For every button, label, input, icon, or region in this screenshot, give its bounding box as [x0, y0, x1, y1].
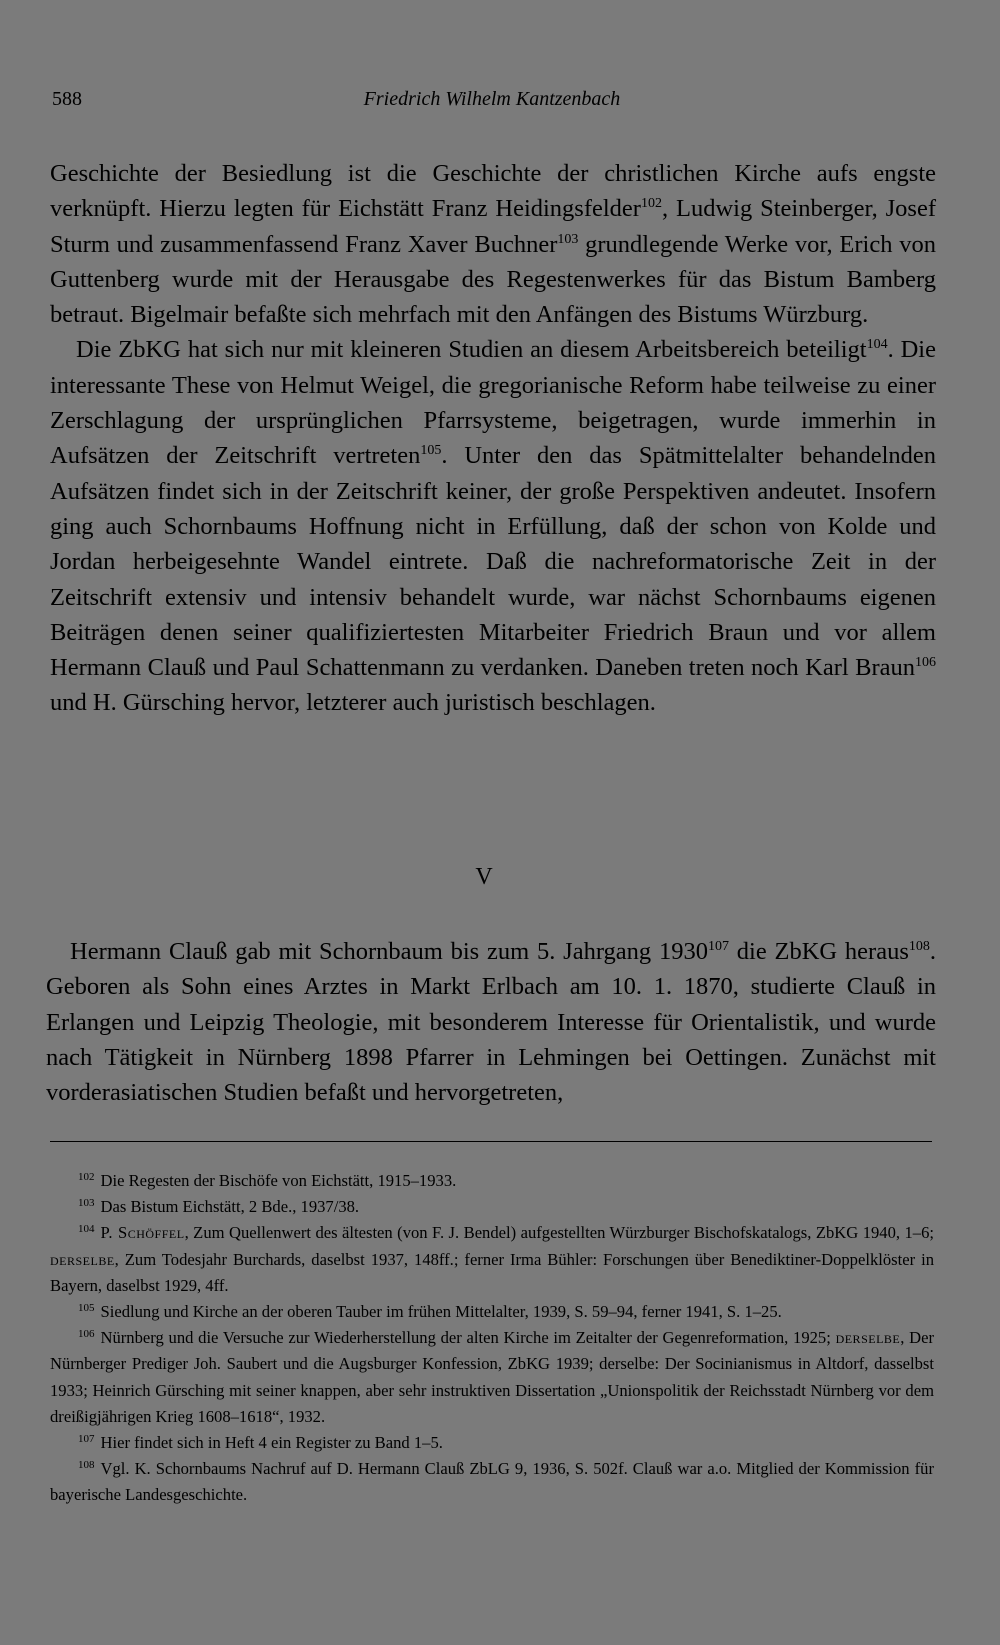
footnote-text: Die Regesten der Bischöfe von Eichstätt, 1915–1933.: [100, 1171, 457, 1190]
footnote-104: [50, 1220, 934, 1299]
text-run: grundlegende Werke vor, Erich von Guttenberg wurde mit der Herausgabe des Regestenwerkes für das Bistum Bamberg betraut. Bigelmair befaßte sich mehrfach mit den Anfängen des Bistums Würzburg.: [50, 230, 937, 329]
footnote-text: Siedlung und Kirche an der oberen Tauber im frühen Mittelalter, 1939, S. 59–94, ferner 1941, S. 1–25.: [100, 1302, 782, 1322]
text-run: Geschichte der Besiedlung ist die Geschichte der christlichen Kirche aufs engste verknüpft. Hierzu legten für Eichstätt Franz Heidingsfelder: [50, 160, 936, 223]
text-run: Die ZbKG hat sich nur mit kleineren Studien an diesem Arbeitsbereich beteiligt: [76, 336, 867, 364]
text-run: Hermann Clauß gab mit Schornbaum bis zum 5. Jahrgang 1930: [70, 938, 708, 965]
body-text: [50, 156, 936, 721]
footnote-106: [50, 1325, 934, 1430]
footnote-number: 108: [78, 1459, 95, 1472]
paragraph: [50, 332, 936, 720]
footnote-108: [50, 1456, 934, 1508]
footnote-text: , Zum Todesjahr Burchards, daselbst 1937, 148ff.; ferner Irma Bühler: Forschungen über Benediktiner-Doppelklöster in Bayern, daselbst 1929, 4ff.: [50, 1249, 934, 1295]
footnote-text: Das Bistum Eichstätt, 2 Bde., 1937/38.: [100, 1197, 360, 1217]
author-name: derselbe: [50, 1249, 115, 1269]
footnote-ref[interactable]: 105: [420, 443, 442, 459]
footnote-number: 102: [78, 1171, 95, 1183]
author-name: derselbe: [835, 1328, 901, 1348]
section-heading: V: [475, 864, 493, 890]
footnote-ref[interactable]: 102: [640, 196, 662, 212]
running-title: Friedrich Wilhelm Kantzenbach: [363, 88, 621, 110]
section-text: [46, 934, 936, 1110]
footnote-103: [50, 1194, 934, 1220]
footnote-102: [50, 1168, 934, 1194]
footnote-number: 104: [78, 1223, 95, 1236]
text-run: , Ludwig Steinberger, Josef Sturm und zusammenfassend Franz Xaver Buchner: [50, 195, 936, 258]
page-number: 588: [52, 88, 82, 110]
footnote-number: 105: [78, 1302, 95, 1315]
page-header: [52, 88, 932, 118]
footnote-ref[interactable]: 106: [915, 655, 936, 671]
footnote-ref[interactable]: 103: [557, 231, 579, 247]
author-name: P. Schöffel: [100, 1223, 185, 1243]
footnote-text: Hier findet sich in Heft 4 ein Register zu Band 1–5.: [100, 1433, 443, 1453]
footnote-ref[interactable]: 104: [866, 337, 888, 353]
paragraph: [46, 934, 936, 1110]
paragraph: [50, 156, 936, 332]
text-run: die ZbKG heraus: [728, 938, 909, 965]
footnote-number: 107: [78, 1433, 95, 1446]
footnotes: [50, 1168, 934, 1509]
footnote-105: [50, 1299, 934, 1325]
text-run: . Unter den das Spätmittelalter behandelnden Aufsätzen findet sich in der Zeitschrift keiner, der große Perspektiven andeutet. Insofern ging auch Schornbaums Hoffnung nicht in Erfüllung, daß der schon von Kolde und Jordan herbeigesehnte Wandel eintrete. Daß die nachreformatorische Zeit in der Zeitschrift extensiv und intensiv behandelt wurde, war nächst Schornbaums eigenen Beiträgen denen seiner qualifiziertesten Mitarbeiter Friedrich Braun und vor allem Hermann Clauß und Paul Schattenmann zu verdanken. Daneben treten noch Karl Braun: [50, 442, 937, 682]
footnote-ref[interactable]: 107: [707, 939, 729, 954]
footnote-107: [50, 1430, 934, 1456]
text-run: . Die interessante These von Helmut Weigel, die gregorianische Reform habe teilweise zu einer Zerschlagung der ursprünglichen Pfarrsysteme, beigetragen, wurde immerhin in Aufsätzen der Zeitschrift vertreten: [50, 336, 936, 470]
footnote-number: 103: [78, 1197, 95, 1210]
footnote-text: Nürnberg und die Versuche zur Wiederherstellung der alten Kirche im Zeitalter der Gegenreformation, 1925;: [100, 1328, 836, 1348]
footnote-text: Vgl. K. Schornbaums Nachruf auf D. Hermann Clauß ZbLG 9, 1936, S. 502f. Clauß war a.o. Mitglied der Kommission für bayerische Landesgeschichte.: [50, 1459, 934, 1505]
footnote-ref[interactable]: 108: [908, 939, 930, 954]
text-run: und H. Gürsching hervor, letzterer auch juristisch beschlagen.: [50, 689, 656, 717]
text-run: . Geboren als Sohn eines Arztes in Markt Erlbach am 10. 1. 1870, studierte Clauß in Erlangen und Leipzig Theologie, mit besonderem Interesse für Orientalistik, und wurde nach Tätigkeit in Nürnberg 1898 Pfarrer in Lehmingen bei Oettingen. Zunächst mit vorderasiatischen Studien befaßt und hervorgetreten,: [46, 938, 936, 1107]
footnote-text: , Zum Quellenwert des ältesten (von F. J. Bendel) aufgestellten Würzburger Bischofskatalogs, ZbKG 1940, 1–6;: [184, 1223, 934, 1243]
footnote-number: 106: [78, 1328, 95, 1341]
footnote-text: , Der Nürnberger Prediger Joh. Saubert und die Augsburger Konfession, ZbKG 1939; derselbe: Der Socinianismus in Altdorf, dasselbst 1933; Heinrich Gürsching mit seiner knappen, aber sehr instruktiven Dissertation „Unionspolitik der Reichsstadt Nürnberg vor dem dreißigjährigen Krieg 1608–1618“, 1932.: [50, 1328, 934, 1426]
footnote-divider: [50, 1141, 932, 1142]
